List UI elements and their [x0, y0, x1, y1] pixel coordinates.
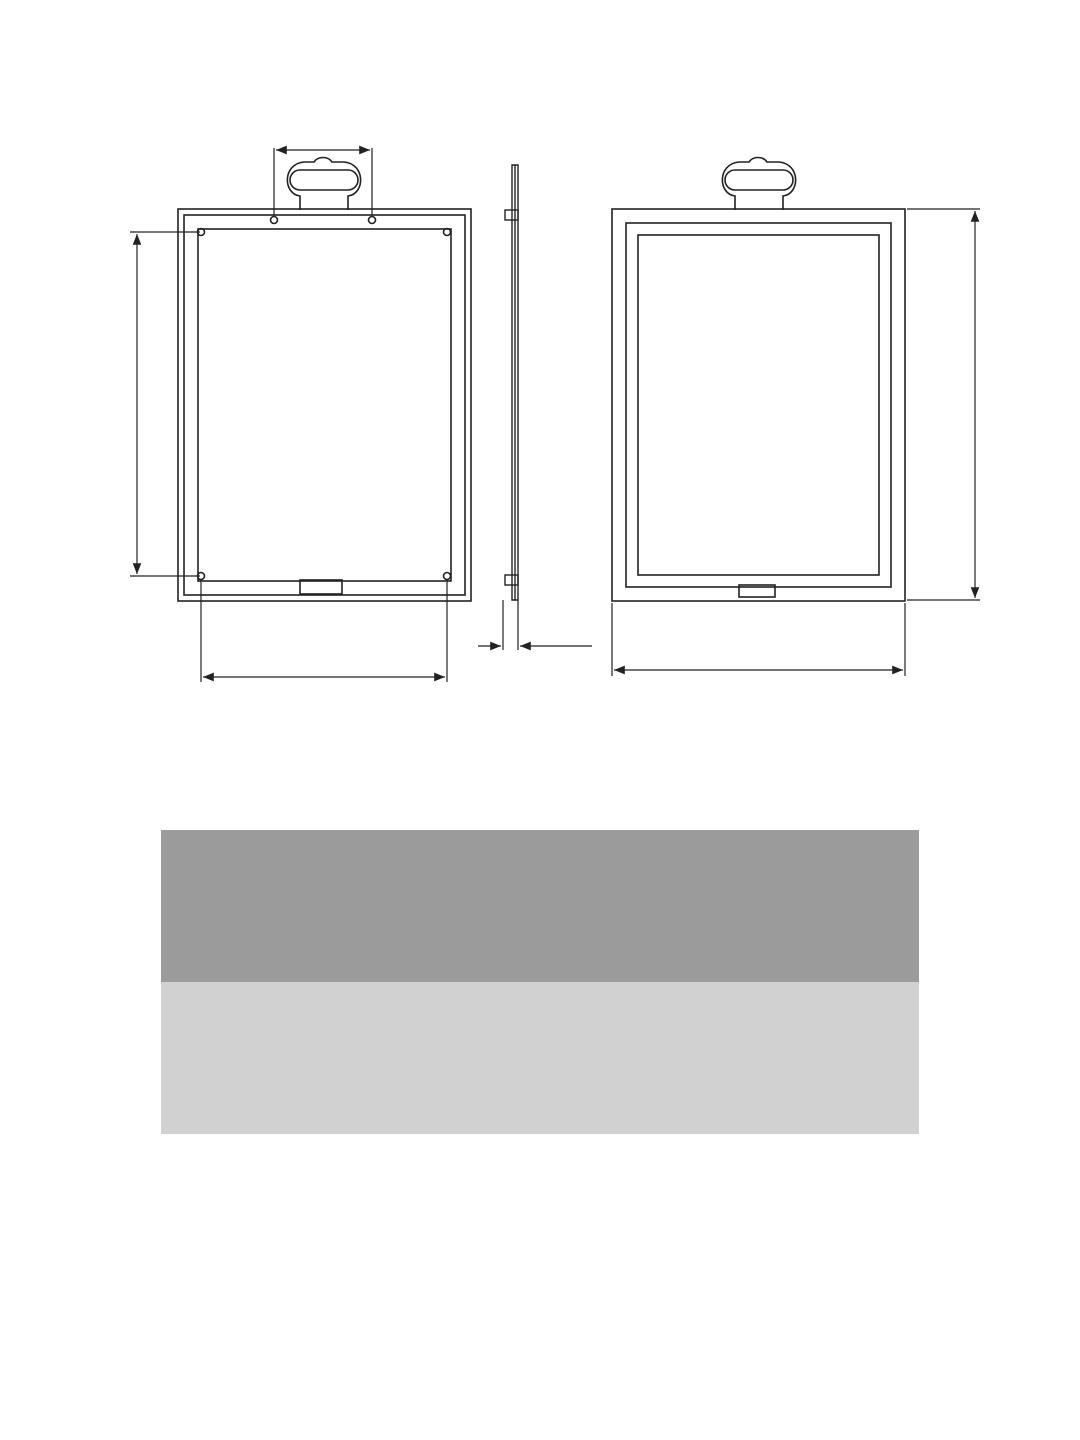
hanger-slot-left: [290, 170, 358, 190]
cell-y: [797, 982, 919, 1134]
cell-model: [161, 1134, 431, 1286]
dimension-x: [130, 232, 200, 576]
cell-b: [553, 1134, 675, 1286]
cell-y: [797, 1134, 919, 1286]
cell-b: [553, 982, 675, 1134]
cell-model: [161, 982, 431, 1134]
dimension-depth: [478, 600, 592, 650]
front-view-mounting: [178, 158, 471, 602]
louver-area-left: [198, 229, 451, 581]
inner-frame-left: [184, 215, 465, 595]
dimensions-table: [161, 830, 919, 1286]
hook-hole-right: [369, 217, 376, 224]
table-row: [161, 982, 919, 1134]
cell-x: [675, 982, 797, 1134]
header-model: [161, 830, 431, 982]
header-y: [797, 830, 919, 982]
dimension-a: [612, 603, 905, 676]
hanger-tab-left: [287, 158, 360, 211]
cell-a: [431, 1134, 553, 1286]
outer-frame-right: [612, 209, 905, 601]
louver-area-right: [638, 235, 879, 575]
hook-hole-left: [271, 217, 278, 224]
table-header-row: [161, 830, 919, 982]
header-b: [553, 830, 675, 982]
hanger-slot-right: [725, 170, 793, 190]
screw-hole-br: [444, 573, 451, 580]
cell-x: [675, 1134, 797, 1286]
table-row: [161, 1134, 919, 1286]
bottom-latch-left: [300, 580, 342, 594]
dimension-b: [907, 209, 980, 600]
header-a: [431, 830, 553, 982]
cell-a: [431, 982, 553, 1134]
front-view-outer: [612, 158, 905, 602]
inner-frame-right: [626, 223, 891, 587]
outer-frame-left: [178, 209, 471, 601]
side-view: [505, 165, 518, 600]
hanger-tab-right: [722, 158, 795, 211]
header-x: [675, 830, 797, 982]
